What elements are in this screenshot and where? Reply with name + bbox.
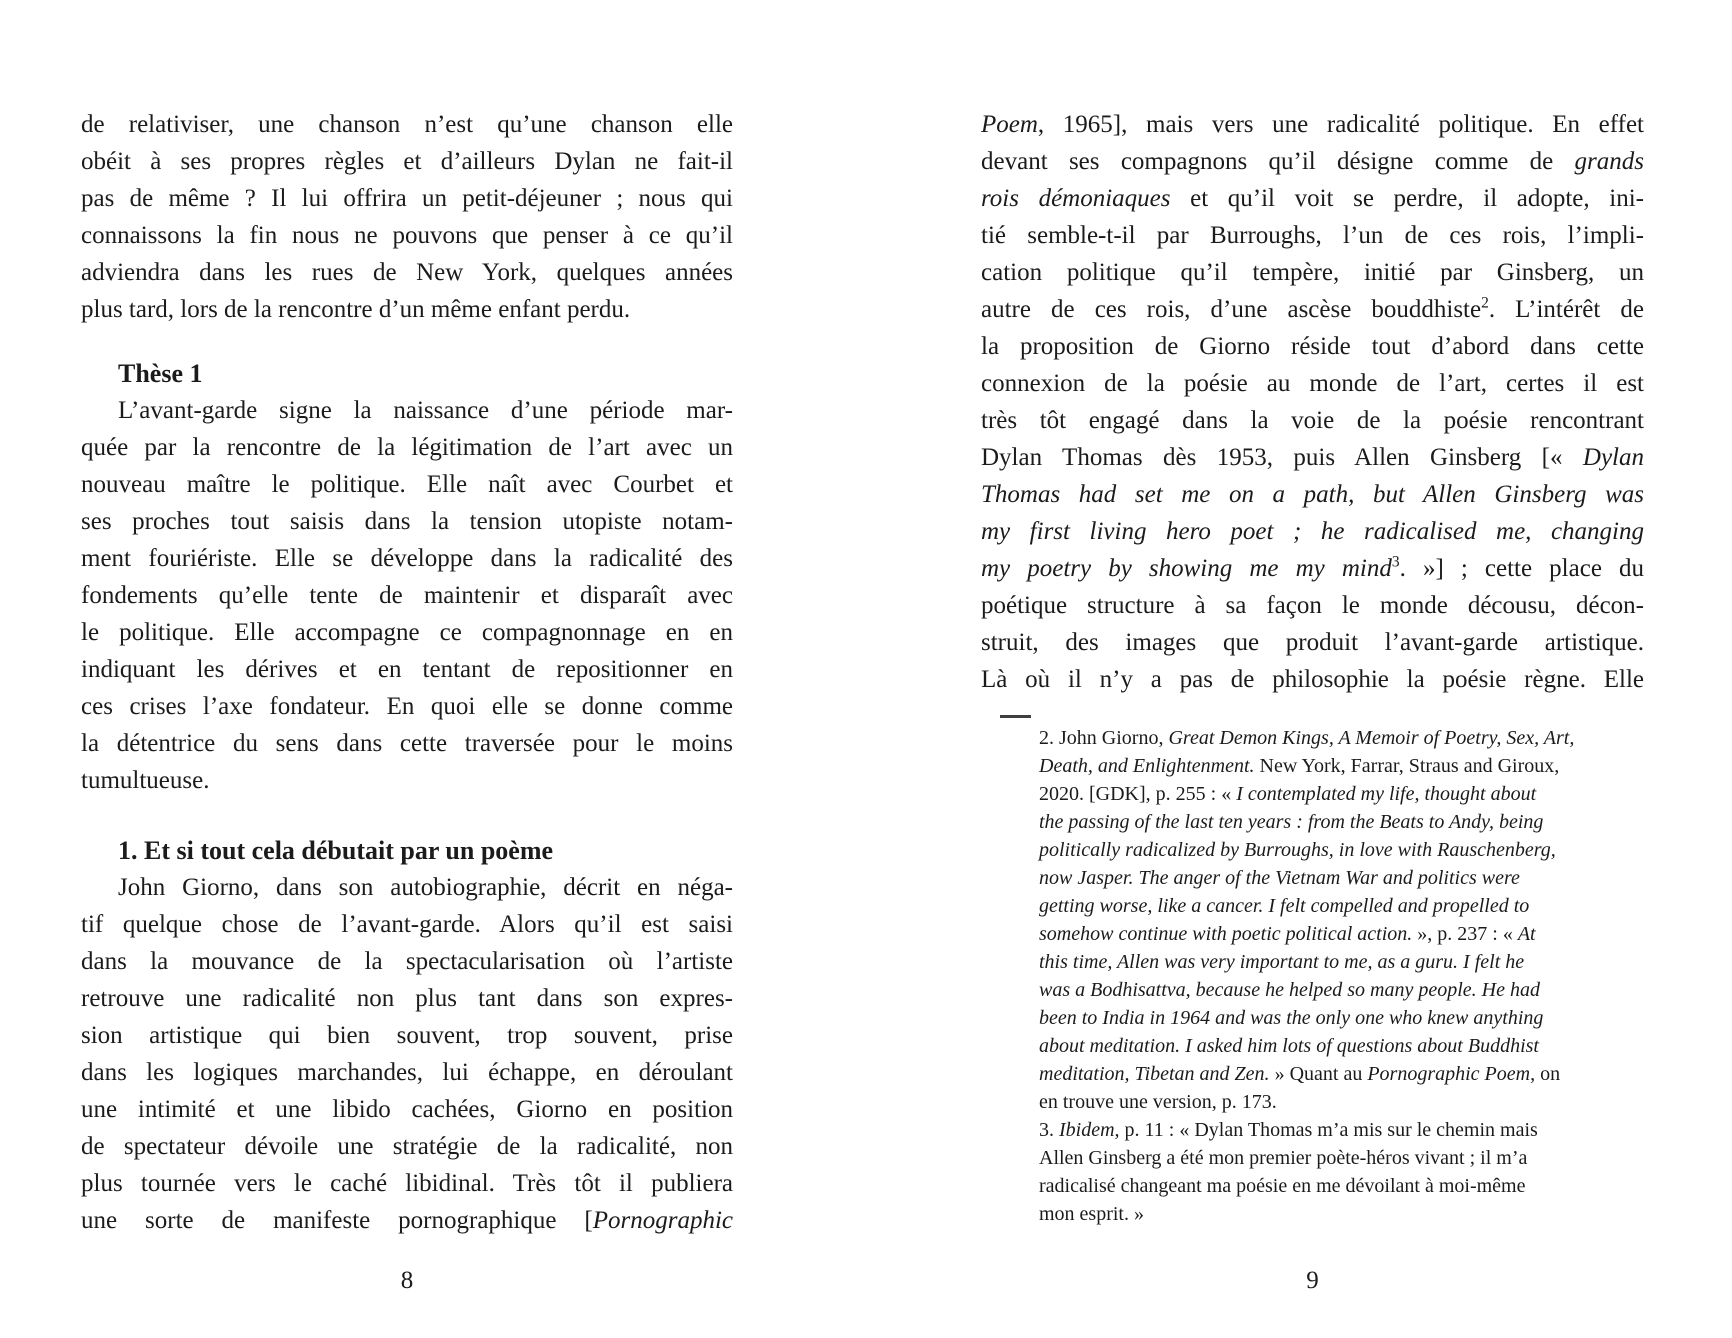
text-segment: le politique. Elle accompagne ce compagnonnage en en (81, 619, 733, 646)
text-segment: my poetry by showing me my mind (981, 555, 1392, 582)
text-segment: Ibidem, (1059, 1119, 1120, 1141)
text-segment: . »] ; cette place du (1399, 555, 1645, 582)
text-line (81, 688, 733, 725)
text-line (81, 869, 733, 906)
text-segment: radicalisé changeant ma poésie en me dévoilant à moi-même (1039, 1175, 1526, 1197)
text-segment: been to India in 1964 and was the only one who knew anything (1039, 1007, 1544, 1029)
text-segment: Là où il n’y a pas de philosophie la poésie règne. Elle (981, 666, 1644, 693)
text-line (1039, 752, 1644, 780)
text-segment: connaissons la fin nous ne pouvons que penser à ce qu’il (81, 222, 733, 249)
text-segment: grands (1574, 148, 1644, 175)
text-segment: this time, Allen was very important to me, as a guru. I felt he (1039, 951, 1525, 973)
text-segment: Pornographic Poem, (1367, 1063, 1536, 1085)
text-line (81, 429, 733, 466)
text-segment: mon esprit. » (1039, 1203, 1144, 1225)
text-line (981, 217, 1644, 254)
text-line (81, 503, 733, 540)
text-line (981, 402, 1644, 439)
text-segment: devant ses compagnons qu’il désigne comme de (981, 148, 1575, 175)
text-segment: quée par la rencontre de la légitimation de l’art avec un (81, 434, 733, 461)
text-segment: indiquant les dérives et en tentant de repositionner en (81, 656, 733, 683)
text-segment: plus tournée vers le caché libidinal. Très tôt il publiera (81, 1170, 733, 1197)
text-line (81, 143, 733, 180)
text-segment: la détentrice du sens dans cette traversée pour le moins (81, 730, 733, 757)
text-line (981, 587, 1644, 624)
left-page-number: 8 (400, 1267, 414, 1294)
text-segment: fondements qu’elle tente de maintenir et disparaît avec (81, 582, 733, 609)
text-segment: about meditation. I asked him lots of questions about Buddhist (1039, 1035, 1539, 1057)
text-line (1039, 1088, 1644, 1116)
text-segment: 2020. [GDK], p. 255 : « (1039, 783, 1237, 805)
footnote-reference: 2 (1481, 294, 1489, 312)
text-line (981, 291, 1644, 328)
text-segment: New York, Farrar, Straus and Giroux, (1254, 755, 1560, 777)
text-segment: rois démoniaques (981, 185, 1171, 212)
text-segment: retrouve une radicalité non plus tant dans son expres- (81, 985, 733, 1012)
text-line (1039, 920, 1644, 948)
text-segment: ment fouriériste. Elle se développe dans la radicalité des (81, 545, 733, 572)
text-line (981, 439, 1644, 476)
text-segment: meditation, Tibetan and Zen. (1039, 1063, 1270, 1085)
text-segment: de spectateur dévoile une stratégie de la radicalité, non (81, 1133, 733, 1160)
text-segment: John Giorno, dans son autobiographie, décrit en néga- (118, 874, 733, 901)
text-line (1039, 780, 1644, 808)
text-segment: de relativiser, une chanson n’est qu’une chanson elle (81, 111, 733, 138)
text-segment: ces crises l’axe fondateur. En quoi elle se donne comme (81, 693, 733, 720)
text-segment: I contemplated my life, thought about (1236, 783, 1537, 805)
text-segment: was a Bodhisattva, because he helped so many people. He had (1039, 979, 1541, 1001)
text-line (1039, 892, 1644, 920)
text-line (81, 980, 733, 1017)
text-line (81, 1017, 733, 1054)
text-line (1039, 1116, 1644, 1144)
text-line (81, 614, 733, 651)
text-line (1039, 948, 1644, 976)
footnotes-block (981, 724, 1644, 1228)
text-segment: tié semble-t-il par Burroughs, l’un de ces rois, l’impli- (981, 222, 1644, 249)
text-line (81, 106, 733, 143)
text-segment: en trouve une version, p. 173. (1039, 1091, 1277, 1113)
text-segment: , 1965], mais vers une radicalité politique. En effet (1037, 111, 1644, 138)
text-segment: adviendra dans les rues de New York, quelques années (81, 259, 733, 286)
text-line (1039, 1004, 1644, 1032)
text-segment: At (1517, 923, 1536, 945)
text-segment: Poem (981, 111, 1038, 138)
text-segment: somehow continue with poetic political action. (1039, 923, 1413, 945)
paragraph (81, 392, 733, 799)
text-line (1039, 864, 1644, 892)
text-segment: . L’intérêt de (1488, 296, 1644, 323)
text-segment: Death, and Enlightenment. (1039, 755, 1255, 777)
text-segment: Great Demon Kings, A Memoir of Poetry, Sex, Art, (1168, 727, 1575, 749)
text-segment: p. 11 : « Dylan Thomas m’a mis sur le chemin mais (1119, 1119, 1538, 1141)
text-segment: sion artistique qui bien souvent, trop souvent, prise (81, 1022, 733, 1049)
text-line (81, 1128, 733, 1165)
text-segment: une intimité et une libido cachées, Giorno en position (81, 1096, 733, 1123)
text-line (1039, 836, 1644, 864)
text-line (981, 254, 1644, 291)
text-segment: une sorte de manifeste pornographique [ (81, 1207, 593, 1234)
text-segment: Allen Ginsberg a été mon premier poète-héros vivant ; il m’a (1039, 1147, 1528, 1169)
text-line (1039, 724, 1644, 752)
text-line (981, 550, 1644, 587)
text-segment: », p. 237 : « (1412, 923, 1518, 945)
text-segment: et qu’il voit se perdre, il adopte, ini- (1170, 185, 1644, 212)
text-line (981, 513, 1644, 550)
text-segment: dans les logiques marchandes, lui échappe, en déroulant (81, 1059, 733, 1086)
text-line (1039, 1172, 1644, 1200)
text-line (81, 180, 733, 217)
text-segment: cation politique qu’il tempère, initié par Ginsberg, un (981, 259, 1644, 286)
text-segment: now Jasper. The anger of the Vietnam War and politics were (1039, 867, 1520, 889)
section-heading: Thèse 1 (118, 359, 203, 388)
text-line (81, 1165, 733, 1202)
text-segment: Thomas had set me on a path, but Allen Ginsberg was (981, 481, 1644, 508)
text-line (81, 577, 733, 614)
text-segment: getting worse, like a cancer. I felt compelled and propelled to (1039, 895, 1530, 917)
text-segment: poétique structure à sa façon le monde décousu, décon- (981, 592, 1644, 619)
text-segment: Dylan Thomas dès 1953, puis Allen Ginsberg [« (981, 444, 1583, 471)
paragraph (981, 106, 1644, 698)
text-line (81, 392, 733, 429)
text-segment: 3. (1039, 1119, 1059, 1141)
text-segment: my first living hero poet ; he radicalised me, changing (981, 518, 1644, 545)
text-line (981, 365, 1644, 402)
left-text-column (81, 106, 733, 1239)
text-line (1039, 1032, 1644, 1060)
text-segment: ses proches tout saisis dans la tension utopiste notam- (81, 508, 733, 535)
text-line (1039, 808, 1644, 836)
text-segment: dans la mouvance de la spectacularisation où l’artiste (81, 948, 733, 975)
text-segment: the passing of the last ten years : from the Beats to Andy, being (1039, 811, 1544, 833)
text-line (81, 762, 733, 799)
text-line (981, 624, 1644, 661)
text-segment: nouveau maître le politique. Elle naît avec Courbet et (81, 471, 733, 498)
text-line (1039, 1144, 1644, 1172)
text-line (81, 540, 733, 577)
text-line (81, 906, 733, 943)
text-segment: » Quant au (1269, 1063, 1368, 1085)
text-line (81, 943, 733, 980)
text-segment: L’avant-garde signe la naissance d’une période mar- (118, 397, 733, 424)
text-line (981, 143, 1644, 180)
text-segment: obéit à ses propres règles et d’ailleurs Dylan ne fait-il (81, 148, 733, 175)
text-line (981, 106, 1644, 143)
text-line (1039, 1060, 1644, 1088)
text-line (981, 328, 1644, 365)
text-line (81, 1091, 733, 1128)
text-segment: plus tard, lors de la rencontre d’un même enfant perdu. (81, 296, 631, 323)
text-line (81, 254, 733, 291)
paragraph (81, 106, 733, 328)
text-segment: tif quelque chose de l’avant-garde. Alors qu’il est saisi (81, 911, 733, 938)
text-line (981, 476, 1644, 513)
text-line (81, 217, 733, 254)
footnote-reference: 3 (1391, 553, 1400, 571)
text-segment: struit, des images que produit l’avant-garde artistique. (981, 629, 1644, 656)
text-segment: autre de ces rois, d’une ascèse bouddhiste (981, 296, 1482, 323)
paragraph (81, 869, 733, 1239)
section-heading: 1. Et si tout cela débutait par un poème (118, 836, 554, 865)
text-line (981, 180, 1644, 217)
footnote-separator (1000, 715, 1031, 718)
text-line (81, 725, 733, 762)
text-line (81, 466, 733, 503)
text-segment: Dylan (1582, 444, 1644, 471)
text-segment: on (1535, 1063, 1561, 1085)
text-segment: pas de même ? Il lui offrira un petit-déjeuner ; nous qui (81, 185, 733, 212)
text-line (1039, 1200, 1644, 1228)
text-segment: Pornographic (592, 1207, 733, 1234)
text-segment: la proposition de Giorno réside tout d’abord dans cette (981, 333, 1644, 360)
text-line (81, 1054, 733, 1091)
text-segment: tumultueuse. (81, 767, 210, 794)
right-text-column (981, 106, 1644, 1228)
text-segment: politically radicalized by Burroughs, in love with Rauschenberg, (1039, 839, 1556, 861)
text-line (1039, 976, 1644, 1004)
text-segment: 2. John Giorno, (1039, 727, 1169, 749)
text-line (981, 661, 1644, 698)
text-segment: très tôt engagé dans la voie de la poésie rencontrant (981, 407, 1644, 434)
right-page-number: 9 (1306, 1267, 1319, 1294)
text-segment: connexion de la poésie au monde de l’art, certes il est (981, 370, 1644, 397)
text-line (81, 291, 733, 328)
text-line (81, 651, 733, 688)
text-line (81, 1202, 733, 1239)
